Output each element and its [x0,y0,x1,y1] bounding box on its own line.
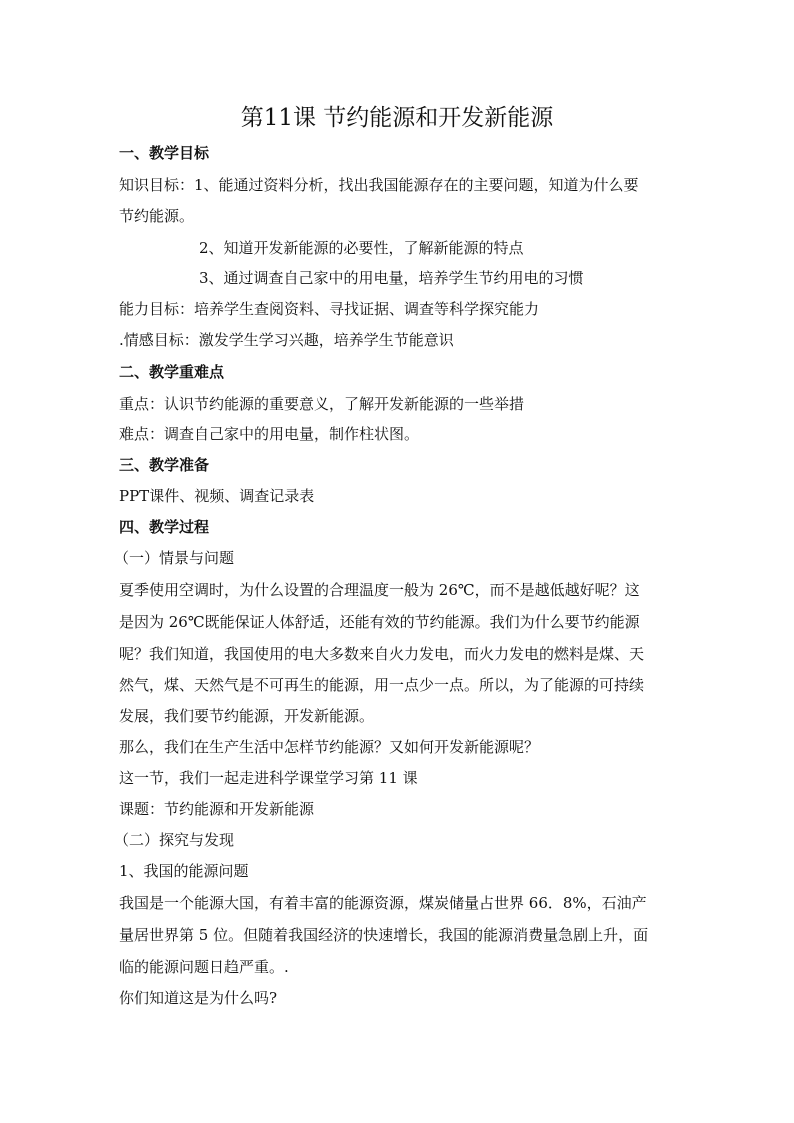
paragraph-line: 能力目标：培养学生查阅资料、寻找证据、调查等科学探究能力 [119,300,540,318]
document-title: 第11课 节约能源和开发新能源 [240,105,554,131]
paragraph-line: 课题：节约能源和开发新能源 [119,800,315,818]
paragraph-line: 难点：调查自己家中的用电量，制作柱状图。 [119,425,420,443]
paragraph-line: 你们知道这是为什么吗? [119,989,278,1007]
paragraph-line: 呢？我们知道，我国使用的电大多数来自火力发电，而火力发电的燃料是煤、天 [119,645,645,663]
paragraph-line: 知识目标：1、能通过资料分析，找出我国能源存在的主要问题，知道为什么要 [119,176,639,194]
paragraph-line: .情感目标：激发学生学习兴趣，培养学生节能意识 [119,331,454,349]
paragraph-line: 量居世界第 5 位。但随着我国经济的快速增长，我国的能源消费量急剧上升，面 [119,926,649,944]
paragraph-line: 我国是一个能源大国，有着丰富的能源资源，煤炭储量占世界 66．8%，石油产 [119,894,647,912]
section-heading-teaching-goals: 一、教学目标 [119,144,210,162]
paragraph-line: 2、知道开发新能源的必要性，了解新能源的特点 [199,239,524,257]
paragraph-line: 然气，煤、天然气是不可再生的能源，用一点少一点。所以，为了能源的可持续 [119,676,645,694]
paragraph-line: 那么，我们在生产生活中怎样节约能源？又如何开发新能源呢？ [119,738,540,756]
subsection-heading: （二）探究与发现 [114,831,235,849]
paragraph-line: 临的能源问题日趋严重。. [119,958,289,976]
section-heading-process: 四、教学过程 [119,518,210,536]
paragraph-line: 发展，我们要节约能源，开发新能源。 [119,707,375,725]
paragraph-line: 节约能源。 [119,207,195,225]
paragraph-line: 重点：认识节约能源的重要意义，了解开发新能源的一些举措 [119,395,525,413]
paragraph-line: PPT课件、视频、调查记录表 [119,487,315,505]
section-heading-preparation: 三、教学准备 [119,456,210,474]
paragraph-line: 这一节，我们一起走进科学课堂学习第 11 课 [119,769,418,787]
paragraph-line: 夏季使用空调时，为什么设置的合理温度一般为 26℃，而不是越低越好呢？这 [119,581,640,599]
paragraph-line: 1、我国的能源问题 [119,862,249,880]
section-heading-key-points: 二、教学重难点 [119,363,225,381]
paragraph-line: 3、通过调查自己家中的用电量，培养学生节约用电的习惯 [199,269,584,287]
paragraph-line: 是因为 26℃既能保证人体舒适，还能有效的节约能源。我们为什么要节约能源 [119,613,640,631]
subsection-heading: （一）情景与问题 [114,549,235,567]
